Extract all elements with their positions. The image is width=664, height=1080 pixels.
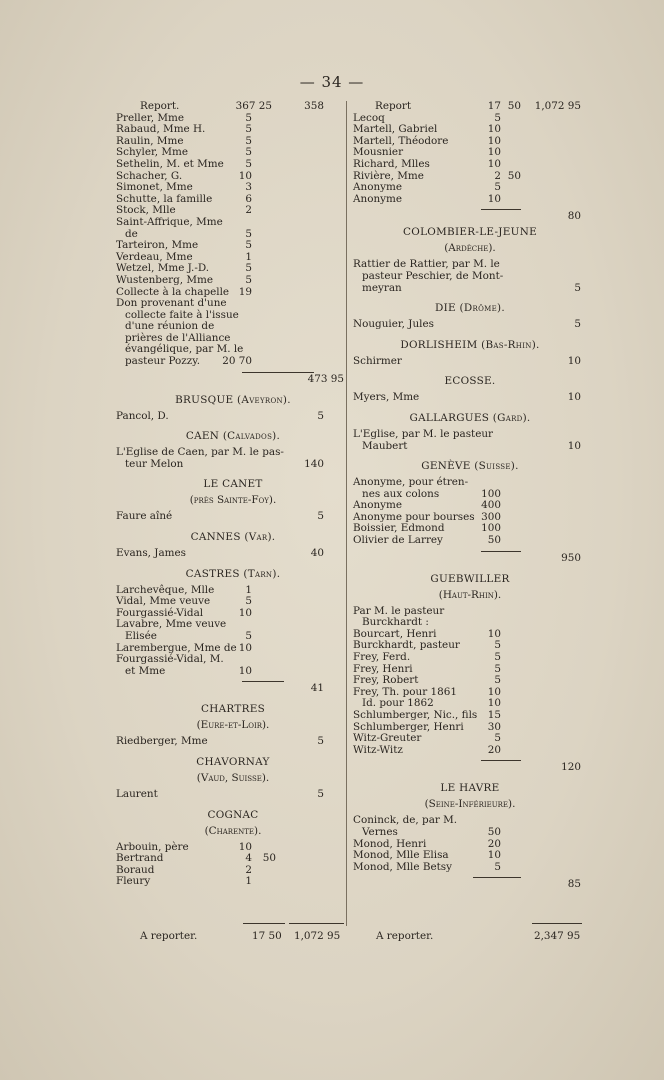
entry-amount: 5 [245,146,252,159]
section-heading: DIE (Drôme). [435,302,505,315]
list-item: teur Melon 140 [125,457,324,470]
list-item [353,850,587,862]
section-region: (Eure-et-Loir). [196,719,270,732]
entry-list [116,789,350,801]
section-region: (Ardèche). [444,242,496,255]
list-item [353,319,587,331]
list-item [353,159,587,171]
entry-amount: 400 [481,499,501,512]
list-item [116,411,350,423]
entry-amount: 15 [487,709,501,721]
entry-name: Bertrand [116,852,164,865]
entry-name: Preller, Mme [116,111,184,124]
list-item: meyran 5 [362,281,581,294]
section-heading: BRUSQUE (Aveyron). [175,393,291,406]
entry-amount: 5 [494,181,501,194]
section-heading: LE CANET [203,478,263,491]
entry-name: Lavabre, Mme veuve [116,618,227,631]
entry-amount: 4 [245,852,252,865]
list-item [116,876,350,888]
entry-list [116,842,350,888]
list-item [353,477,587,489]
entry-amount: 5 [317,735,324,748]
carry-forward-value: 17 50 [252,930,282,942]
subtotal: 41 [310,682,324,695]
entry-name: Witz-Greuter [353,732,422,745]
entry-amount: 5 [245,273,252,286]
list-item: pasteur Peschier, de Mont- [362,269,504,282]
entry-name: Vidal, Mme veuve [116,595,211,608]
entry-amount: 40 [310,547,324,560]
entry-amount: 5 [245,630,252,642]
entry-name: Arbouin, père [116,840,189,853]
entry-amount: 20 70 [222,355,252,368]
footer-rule [243,923,285,924]
list-item [116,182,350,194]
entry-list [353,477,587,547]
entry-amount: 5 [494,860,501,873]
entry-amount: 50 [487,825,501,838]
entry-name: Tarteiron, Mme [116,239,199,252]
entry-amount: 2 [494,169,501,182]
list-item: Maubert 10 [362,439,581,452]
entry-name: Par M. le pasteur [353,604,445,617]
list-item [353,392,587,404]
entry-name: Fleury [116,875,151,888]
entry-name: Burckhardt : [362,616,429,629]
entry-name: Olivier de Larrey [353,534,443,547]
entry-amount: 10 [487,134,501,147]
entry-name: Pancol, D. [116,409,169,422]
entry-name: Frey, Ferd. [353,651,411,664]
entry-amount: 50 [262,852,276,865]
entry-amount: 5 [245,111,252,124]
list-item [116,548,350,560]
entry-list [353,606,587,757]
entry-amount: 5 [494,639,501,652]
entry-name: Lecoq [353,111,385,124]
entry-name: Witz-Witz [353,743,403,756]
entry-name: Laurent [116,787,158,800]
entry-name: Bourcart, Henri [353,627,437,640]
entry-name: pasteur Pozzy. [125,355,201,368]
entry-amount: 10 [567,354,581,367]
entry-amount: 300 [481,510,501,523]
entry-name: Larembergue, Mme de [116,641,237,654]
entry-amount: 10 [238,664,252,677]
entry-amount: 5 [245,262,252,275]
entry-amount: 2 [245,204,252,217]
entry-name: Schlumberger, Henri [353,720,464,733]
section-heading: CANNES (Var). [190,531,276,544]
carry-forward-label: A reporter. [140,930,198,942]
list-item [353,710,587,722]
entry-name: Simonet, Mme [116,181,193,194]
entry-name: de [125,227,138,240]
entry-amount: 5 [317,409,324,422]
entry-amount: 10 [487,192,501,205]
entry-name: Rabaud, Mme H. [116,123,206,136]
page-number: — 34 — [299,73,365,91]
entry-amount: 50 [507,169,521,182]
entry-name: Wustenberg, Mme [116,273,213,286]
entry-list [116,585,350,678]
entry-name: Anonyme [353,499,403,512]
list-item [116,217,350,229]
entry-name: Schutte, la famille [116,192,213,205]
section-heading: LE HAVRE [440,782,500,795]
entry-name: prières de l'Alliance [125,331,231,344]
footer-rule [532,923,582,924]
entry-name: Stock, Mlle [116,204,176,217]
entry-name: Faure aîné [116,510,173,523]
section-heading: CHAVORNAY [196,755,270,768]
entry-name: Riedberger, Mme [116,735,208,748]
list-item: L'Eglise de Caen, par M. le pas- [116,446,284,459]
entry-name: Burckhardt, pasteur [353,639,460,652]
entry-name: Frey, Henri [353,662,413,675]
entry-name: Raulin, Mme [116,134,184,147]
list-item [116,631,350,643]
section-region: (Charente). [204,824,262,837]
entry-amount: 5 [317,787,324,800]
entry-name: Monod, Mlle Betsy [353,860,453,873]
list-item [116,275,350,287]
list-item [116,511,350,523]
entry-name: Schlumberger, Nic., fils [353,709,478,721]
list-item [116,736,350,748]
list-item [116,853,350,865]
entry-amount: 30 [487,720,501,733]
entry-name: Anonyme pour bourses [353,510,475,523]
entry-name: Boissier, Edmond [353,522,445,535]
entry-amount: 5 [494,651,501,664]
entry-amount: 10 [487,146,501,159]
entry-name: Myers, Mme [353,391,420,404]
section-heading: CAEN (Calvados). [185,430,281,443]
entry-name: Richard, Mlles [353,157,430,170]
list-item [116,865,350,877]
entry-amount: 2 [245,863,252,876]
entry-name: Elisée [125,630,157,642]
section-region: (près Sainte-Foy). [189,494,277,507]
entry-name: Nouguier, Jules [353,318,434,331]
section-region: (Seine-Inférieure). [424,798,516,811]
entry-amount: 1 [245,875,252,888]
entry-amount: 5 [245,157,252,170]
section-heading: GUEBWILLER [430,572,510,585]
entry-name: Martell, Gabriel [353,123,438,136]
entry-amount: 1 [245,583,252,596]
entry-list [116,511,350,523]
entry-amount: 5 [245,239,252,252]
entry-amount: 5 [245,227,252,240]
entry-name: Fourgassié-Vidal, M. [116,653,224,666]
entry-amount: 10 [238,840,252,853]
entry-amount: 3 [245,181,252,194]
footer-rule [289,923,344,924]
entry-name: Coninck, de, par M. [353,814,458,827]
entry-name: Frey, Th. pour 1861 [353,685,457,698]
list-item [116,298,350,310]
entry-name: Saint-Affrique, Mme [116,215,223,228]
entry-amount: 10 [487,157,501,170]
entry-amount: 10 [487,849,501,862]
entry-amount: 5 [245,595,252,608]
entry-name: Anonyme, pour étren- [353,476,469,489]
entry-name: évangélique, par M. le [125,343,244,356]
entry-name: Schacher, G. [116,169,183,182]
entry-amount: 5 [494,111,501,124]
entry-amount: 5 [317,510,324,523]
list-item [116,159,350,171]
entry-amount: 20 [487,837,501,850]
carry-forward-total: 2,347 95 [534,930,581,942]
entry-name: et Mme [125,664,166,677]
report-row: Report 17 50 1,072 95 [375,100,581,112]
subtotal: 473 95 [307,372,344,385]
entry-name: collecte faite à l'issue [125,308,239,321]
list-item [353,745,587,757]
entry-amount: 10 [238,606,252,619]
entry-name: nes aux colons [362,487,440,500]
entry-amount: 10 [567,391,581,404]
entry-list [353,815,587,873]
subtotal: 85 [567,878,581,891]
entry-name: Rivière, Mme [353,169,424,182]
section-region: (Haut-Rhin). [438,588,502,601]
entry-amount: 5 [245,134,252,147]
entry-amount: 10 [238,169,252,182]
entry-amount: 5 [574,318,581,331]
entry-amount: 10 [487,697,501,710]
list-item [116,356,350,368]
entry-list [116,736,350,748]
entry-amount: 10 [487,123,501,136]
entry-amount: 5 [494,674,501,687]
section-heading: COGNAC [207,808,259,821]
entry-name: Monod, Henri [353,837,427,850]
subtotal: 80 [567,210,581,223]
entry-list [116,548,350,560]
entry-name: Schyler, Mme [116,146,189,159]
entry-name: Frey, Robert [353,674,419,687]
carry-forward-total: 1,072 95 [294,930,341,942]
entry-name: Schirmer [353,354,402,367]
entry-amount: 10 [487,685,501,698]
entry-amount: 5 [494,732,501,745]
entry-name: Boraud [116,863,155,876]
list-item: L'Eglise, par M. le pasteur [353,427,494,440]
entry-name: Wetzel, Mme J.-D. [116,262,210,275]
entry-name: Anonyme [353,181,403,194]
list-item [353,862,587,874]
list-item [353,652,587,664]
entry-list [116,411,350,423]
entry-amount: 19 [238,285,252,298]
entry-name: Fourgassié-Vidal [116,606,204,619]
entry-amount: 10 [487,627,501,640]
entry-amount: 1 [245,250,252,263]
list-item [116,666,350,678]
section-region: (Vaud, Suisse). [196,771,270,784]
entry-amount: 20 [487,743,501,756]
carry-forward-label: A reporter. [376,930,434,942]
right-column [353,101,587,891]
entry-amount: 10 [238,641,252,654]
section-heading: CHARTRES [200,703,265,716]
list-item: Rattier de Rattier, par M. le [353,258,500,271]
list-item [353,182,587,194]
section-heading: CASTRES (Tarn). [185,567,281,580]
section-heading: COLOMBIER-LE-JEUNE [403,226,537,239]
entry-amount: 100 [481,522,501,535]
section-heading: ECOSSE. [444,375,496,388]
entry-list [353,319,587,331]
entry-name: Vernes [362,825,398,838]
entry-name: Collecte à la chapelle [116,285,230,298]
entry-name: Larchevêque, Mlle [116,583,215,596]
list-item [353,535,587,547]
entry-name: Evans, James [116,547,186,560]
entry-amount: 6 [245,192,252,205]
entry-amount: 100 [481,487,501,500]
entry-name: Mousnier [353,146,404,159]
entry-list [353,113,587,206]
entry-list [353,392,587,404]
subtotal: 120 [561,761,581,774]
entry-name: Sethelin, M. et Mme [116,157,224,170]
report-row: Report. 367 25 358 [140,100,324,112]
entry-amount: 50 [487,534,501,547]
section-heading: GALLARGUES (Gard). [409,411,531,424]
entry-name: Monod, Mlle Elisa [353,849,449,862]
entry-amount: 5 [245,123,252,136]
entry-name: Anonyme [353,192,403,205]
list-item [353,827,587,839]
list-item [353,356,587,368]
entry-name: Verdeau, Mme [116,250,193,263]
entry-list [116,113,350,368]
section-heading: GENÈVE (Suisse). [421,460,519,473]
entry-name: Martell, Théodore [353,134,449,147]
entry-name: d'une réunion de [125,320,215,333]
list-item [116,789,350,801]
subtotal: 950 [561,551,581,564]
entry-name: Don provenant d'une [116,297,227,310]
entry-amount: 5 [494,662,501,675]
entry-name: Id. pour 1862 [362,697,434,710]
entry-list [353,356,587,368]
list-item [353,194,587,206]
left-column [116,101,350,888]
section-heading: DORLISHEIM (Bas-Rhin). [400,338,540,351]
list-item [116,240,350,252]
